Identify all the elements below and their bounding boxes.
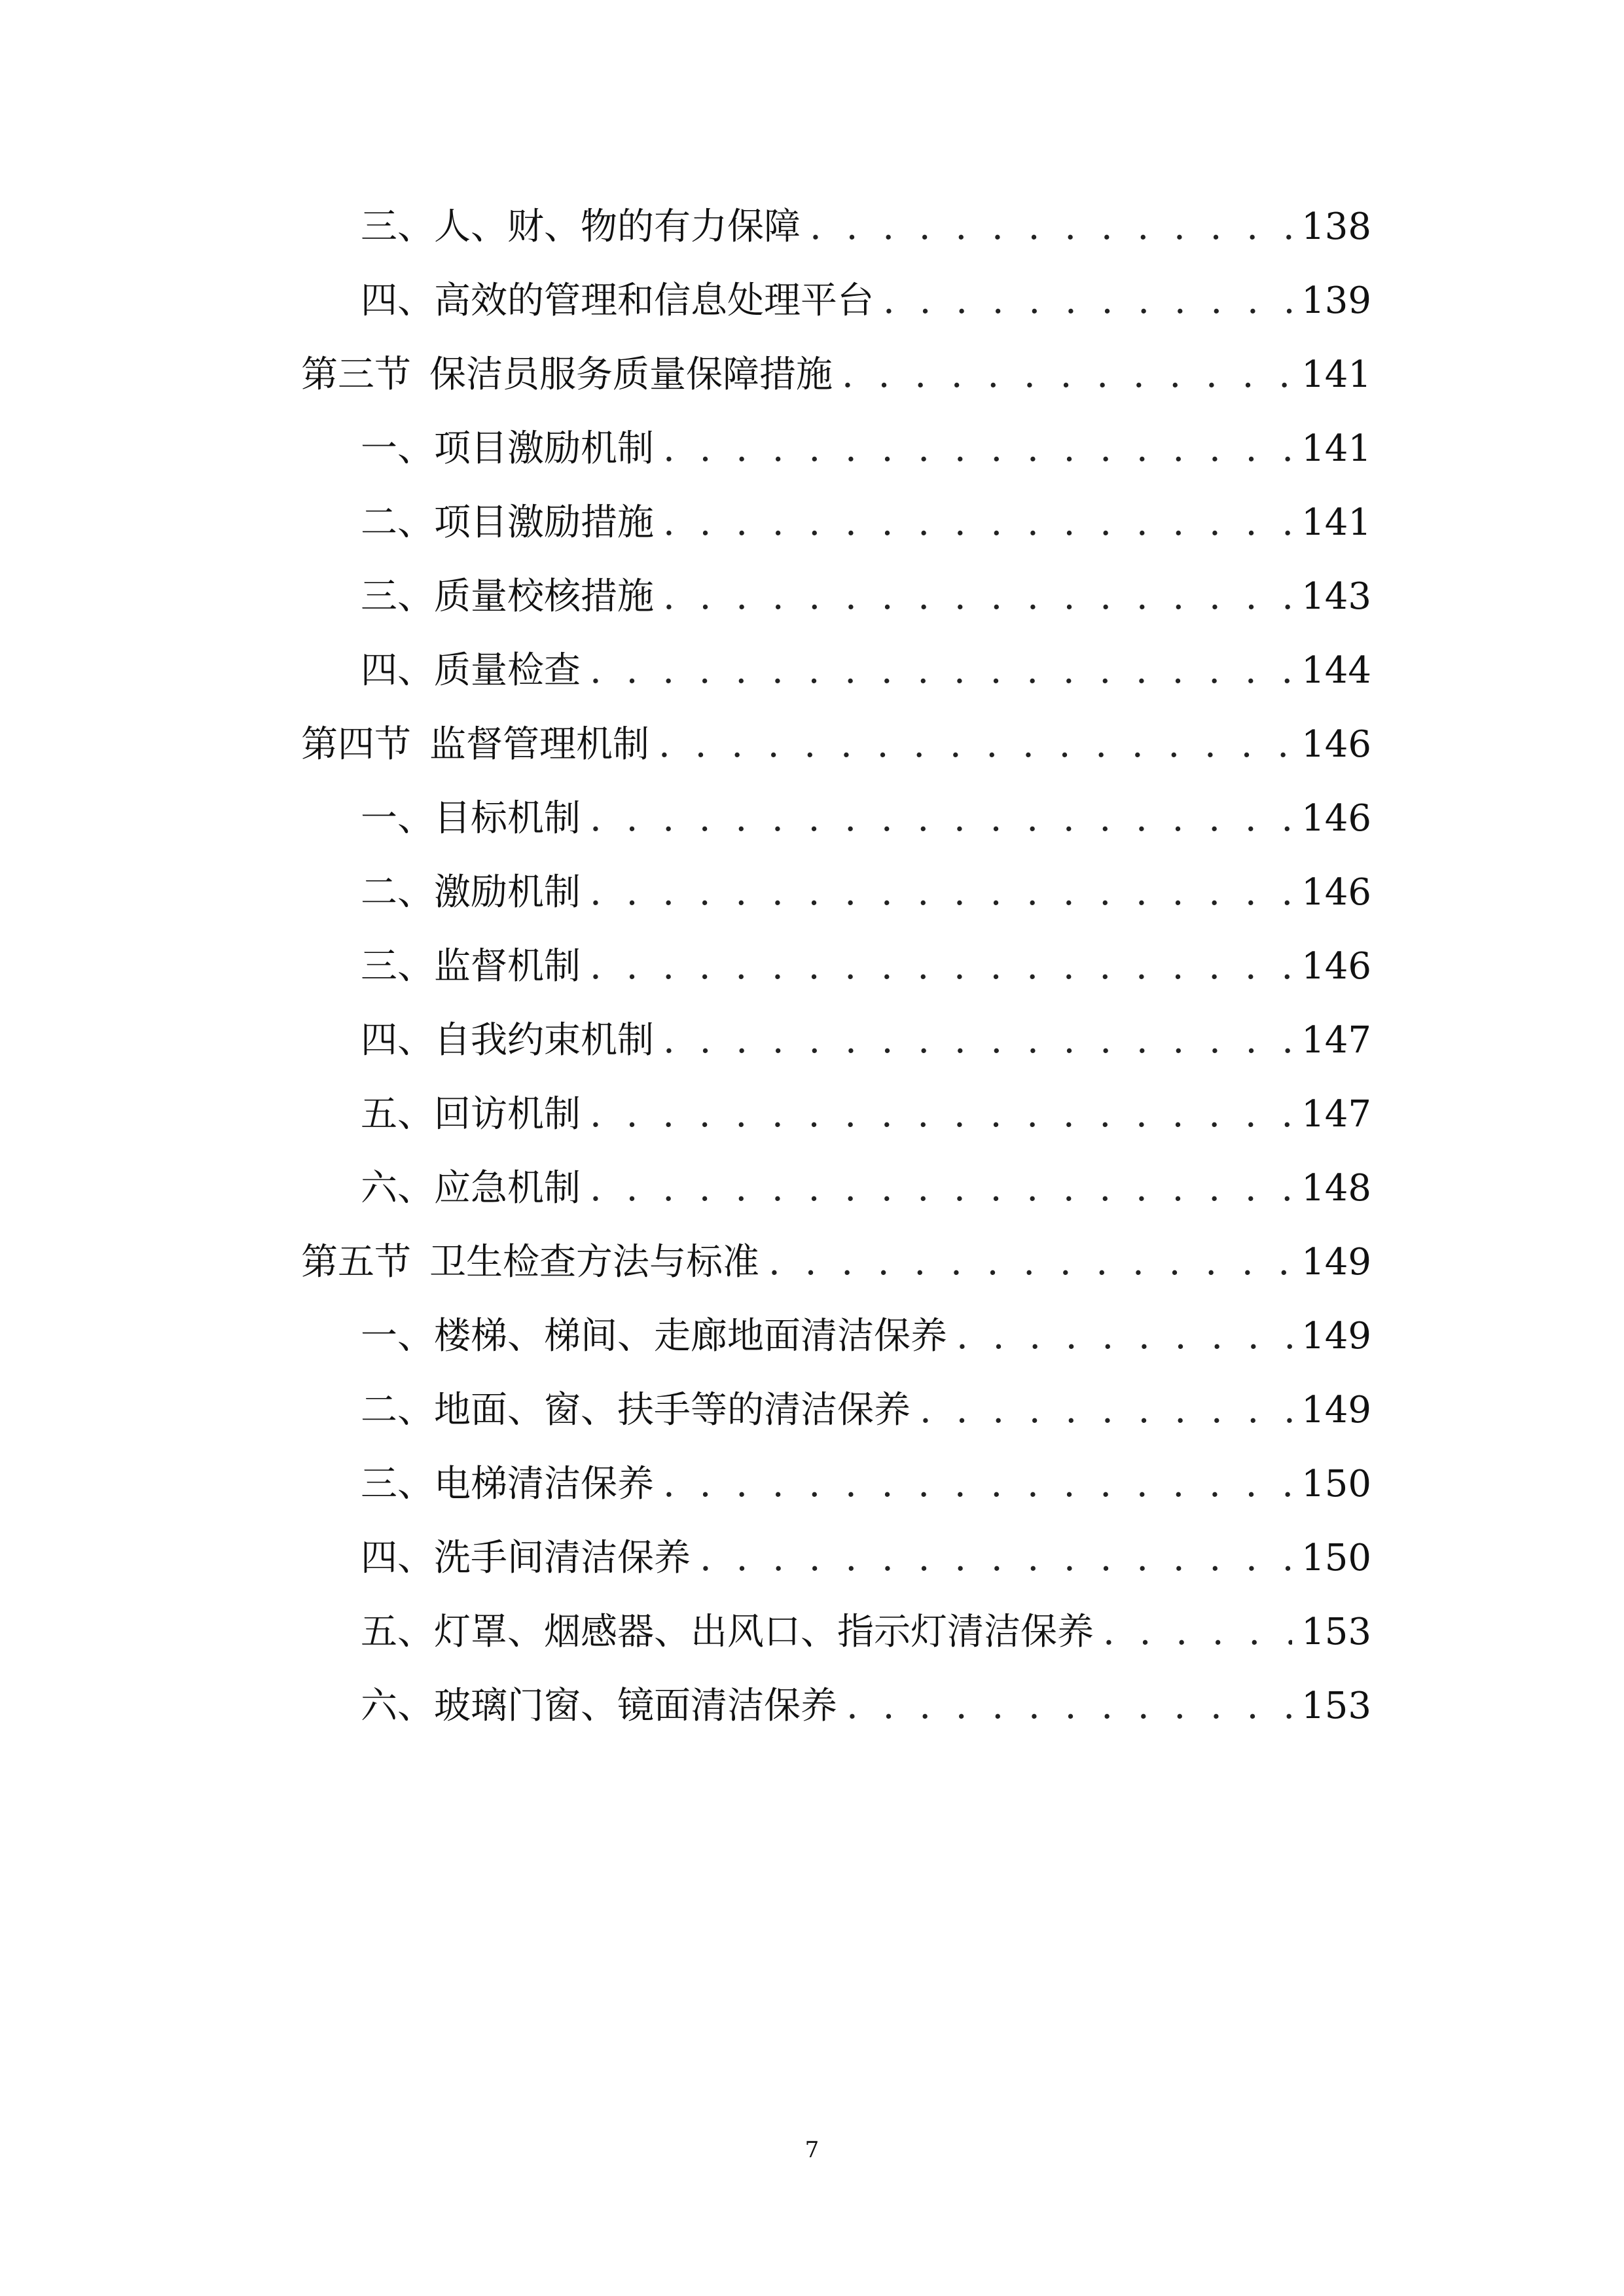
dot-leader xyxy=(883,279,1292,322)
dot-leader xyxy=(842,353,1292,396)
toc-section-entry[interactable] xyxy=(301,1233,1371,1307)
dot-leader xyxy=(663,1019,1292,1062)
toc-entry[interactable] xyxy=(301,1085,1371,1159)
dot-leader xyxy=(590,871,1292,914)
toc-entry-page: 146 xyxy=(1301,871,1371,914)
dot-leader xyxy=(663,427,1292,470)
toc-entry-title: 自我约束机制 xyxy=(434,1019,654,1062)
toc-entry-page: 139 xyxy=(1301,279,1371,322)
dot-leader xyxy=(920,1389,1292,1431)
toc-entry-number: 五、 xyxy=(361,1093,434,1136)
toc-entry-number: 一、 xyxy=(361,427,434,470)
toc-entry[interactable] xyxy=(301,272,1371,346)
toc-entry-title: 楼梯、梯间、走廊地面清洁保养 xyxy=(434,1315,947,1357)
toc-section-title: 卫生检查方法与标准 xyxy=(429,1241,759,1283)
toc-entry-page: 148 xyxy=(1301,1167,1371,1210)
dot-leader xyxy=(663,501,1292,544)
toc-entry[interactable] xyxy=(301,1011,1371,1085)
toc-entry-page: 146 xyxy=(1301,797,1371,840)
toc-entry-page: 150 xyxy=(1301,1537,1371,1579)
toc-entry-page: 147 xyxy=(1301,1093,1371,1136)
toc-entry-title: 回访机制 xyxy=(434,1093,581,1136)
toc-entry[interactable] xyxy=(301,1603,1371,1677)
toc-entry-page: 149 xyxy=(1301,1315,1371,1357)
toc-entry-title: 目标机制 xyxy=(434,797,581,840)
dot-leader xyxy=(846,1685,1292,1727)
dot-leader xyxy=(590,1093,1292,1136)
toc-entry-page: 141 xyxy=(1301,501,1371,544)
toc-entry-number: 四、 xyxy=(361,279,434,322)
toc-entry[interactable] xyxy=(301,567,1371,641)
toc-entry-title: 监督机制 xyxy=(434,945,581,988)
toc-entry-number: 五、 xyxy=(361,1611,434,1653)
dot-leader xyxy=(659,723,1292,766)
dot-leader xyxy=(590,1167,1292,1210)
toc-entry-title: 灯罩、烟感器、出风口、指示灯清洁保养 xyxy=(434,1611,1094,1653)
toc-entry[interactable] xyxy=(301,937,1371,1011)
toc-entry-page: 149 xyxy=(1301,1389,1371,1431)
toc-entry-page: 138 xyxy=(1301,206,1371,248)
page-number: 7 xyxy=(804,2137,820,2163)
dot-leader xyxy=(956,1315,1292,1357)
toc-section-number: 第四节 xyxy=(301,723,411,766)
toc-section-entry[interactable] xyxy=(301,346,1371,420)
toc-section-title: 监督管理机制 xyxy=(429,723,649,766)
toc-entry-number: 一、 xyxy=(361,1315,434,1357)
toc-entry-title: 洗手间清洁保养 xyxy=(434,1537,691,1579)
toc-entry[interactable] xyxy=(301,1159,1371,1233)
toc-section-number: 第三节 xyxy=(301,353,411,396)
toc-entry-page: 147 xyxy=(1301,1019,1371,1062)
toc-entry-title: 质量检查 xyxy=(434,649,581,692)
toc-entry-title: 质量校核措施 xyxy=(434,575,654,618)
toc-entry-page: 144 xyxy=(1301,649,1371,692)
toc-entry-title: 项目激励措施 xyxy=(434,501,654,544)
toc-entry-title: 高效的管理和信息处理平台 xyxy=(434,279,874,322)
toc-entry[interactable] xyxy=(301,1307,1371,1381)
toc-entry-page: 141 xyxy=(1301,427,1371,470)
toc-entry[interactable] xyxy=(301,863,1371,937)
toc-entry-page: 143 xyxy=(1301,575,1371,618)
toc-entry-title: 人、财、物的有力保障 xyxy=(434,206,801,248)
toc-entry-title: 项目激励机制 xyxy=(434,427,654,470)
toc-entry[interactable] xyxy=(301,198,1371,272)
dot-leader xyxy=(590,945,1292,988)
toc-entry-number: 三、 xyxy=(361,1463,434,1505)
toc-entry-number: 二、 xyxy=(361,1389,434,1431)
toc-entry-page: 141 xyxy=(1301,353,1371,396)
dot-leader xyxy=(1103,1611,1292,1653)
toc-entry[interactable] xyxy=(301,1677,1371,1751)
table-of-contents xyxy=(301,198,1371,1751)
toc-entry-number: 四、 xyxy=(361,1537,434,1579)
toc-section-entry[interactable] xyxy=(301,715,1371,789)
toc-section-title: 保洁员服务质量保障措施 xyxy=(429,353,833,396)
toc-entry-title: 地面、窗、扶手等的清洁保养 xyxy=(434,1389,911,1431)
dot-leader xyxy=(590,797,1292,840)
toc-entry-page: 153 xyxy=(1301,1685,1371,1727)
toc-entry[interactable] xyxy=(301,1529,1371,1603)
toc-entry-number: 一、 xyxy=(361,797,434,840)
toc-entry-page: 146 xyxy=(1301,723,1371,766)
dot-leader xyxy=(768,1241,1292,1283)
toc-entry-page: 150 xyxy=(1301,1463,1371,1505)
toc-entry-page: 146 xyxy=(1301,945,1371,988)
dot-leader xyxy=(810,206,1292,248)
dot-leader xyxy=(663,575,1292,618)
toc-entry-title: 电梯清洁保养 xyxy=(434,1463,654,1505)
toc-entry-number: 二、 xyxy=(361,871,434,914)
dot-leader xyxy=(700,1537,1292,1579)
toc-entry[interactable] xyxy=(301,789,1371,863)
toc-entry-number: 三、 xyxy=(361,206,434,248)
toc-entry-number: 六、 xyxy=(361,1167,434,1210)
dot-leader xyxy=(663,1463,1292,1505)
dot-leader xyxy=(590,649,1292,692)
toc-entry-title: 激励机制 xyxy=(434,871,581,914)
toc-entry-number: 二、 xyxy=(361,501,434,544)
toc-entry-number: 六、 xyxy=(361,1685,434,1727)
toc-section-number: 第五节 xyxy=(301,1241,411,1283)
toc-entry-page: 153 xyxy=(1301,1611,1371,1653)
toc-entry-title: 应急机制 xyxy=(434,1167,581,1210)
toc-entry[interactable] xyxy=(301,1381,1371,1455)
toc-entry-number: 三、 xyxy=(361,945,434,988)
toc-entry-page: 149 xyxy=(1301,1241,1371,1283)
toc-entry[interactable] xyxy=(301,641,1371,715)
toc-entry[interactable] xyxy=(301,493,1371,567)
toc-entry[interactable] xyxy=(301,420,1371,493)
toc-entry-title: 玻璃门窗、镜面清洁保养 xyxy=(434,1685,837,1727)
toc-entry-number: 四、 xyxy=(361,1019,434,1062)
toc-entry-number: 三、 xyxy=(361,575,434,618)
toc-entry[interactable] xyxy=(301,1455,1371,1529)
toc-entry-number: 四、 xyxy=(361,649,434,692)
